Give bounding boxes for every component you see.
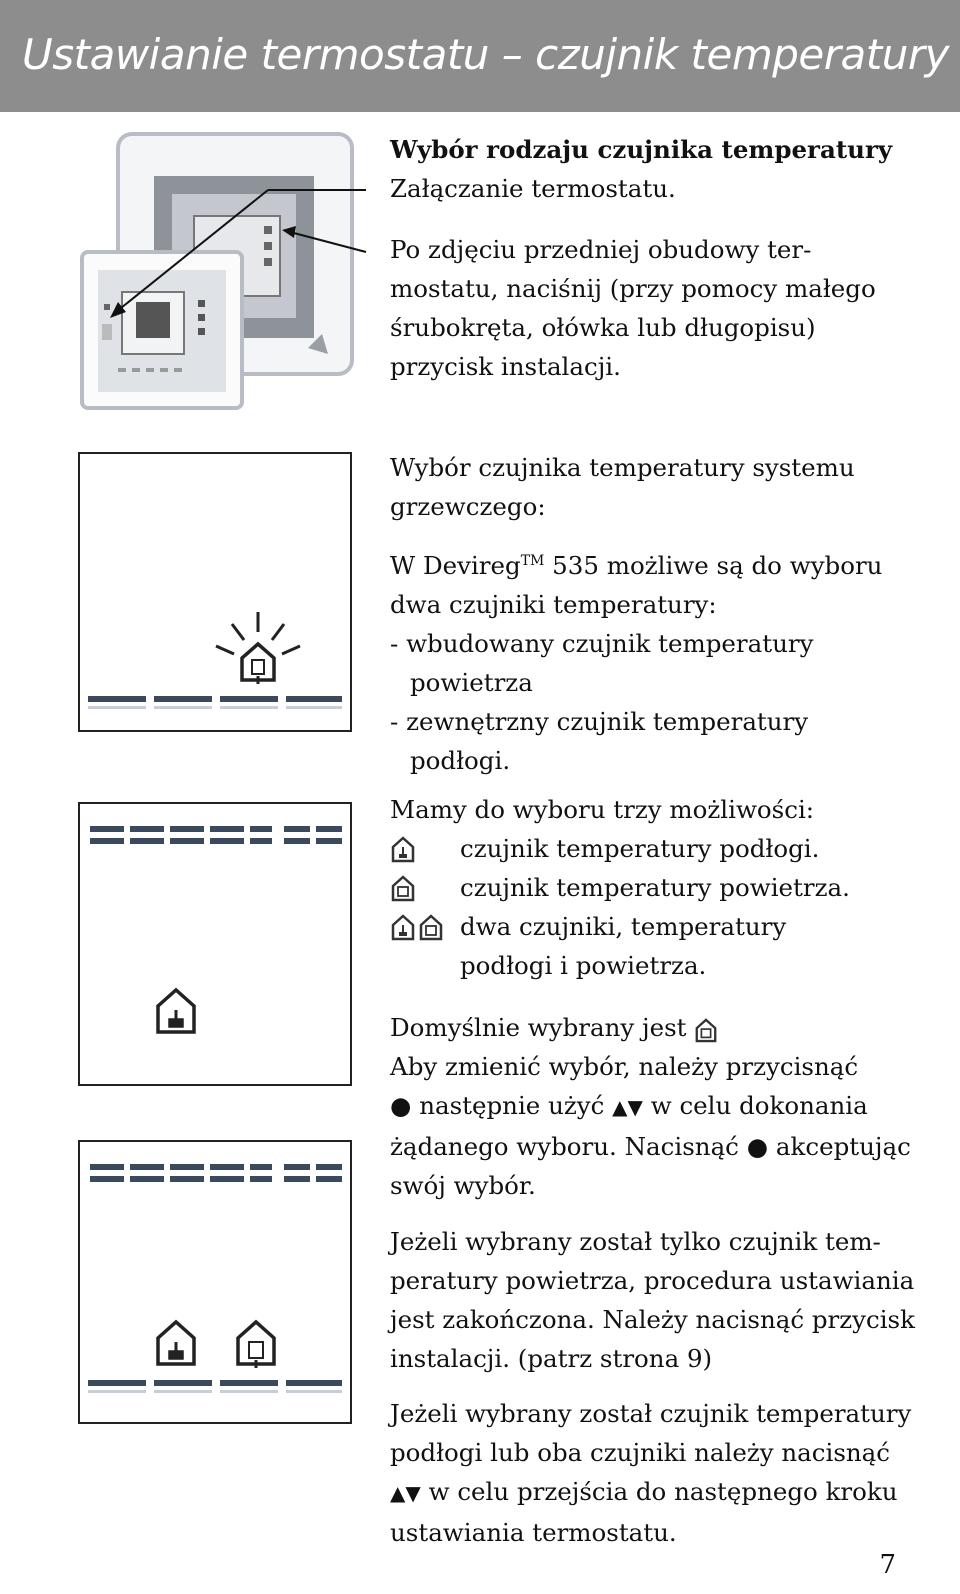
house-both-sensors-icon — [390, 913, 460, 941]
text-line: Po zdjęciu przedniej obudowy ter- — [390, 235, 812, 264]
option-air — [390, 868, 938, 907]
text-line — [390, 1086, 938, 1127]
text-line: Mamy do wyboru trzy możliwości: — [390, 795, 815, 824]
text-line: dwa czujniki temperatury: — [390, 590, 717, 620]
arrow-keys-symbol: ▲▼ — [390, 1481, 421, 1505]
page-title: Ustawianie termostatu – czujnik temperatury — [22, 30, 949, 79]
section-installation — [390, 130, 938, 386]
house-air-sensor-icon — [238, 1322, 274, 1368]
arrow-keys-symbol: ▲▼ — [612, 1095, 643, 1119]
text-line: przycisk instalacji. — [390, 352, 621, 381]
page-header — [0, 0, 960, 112]
ok-button-symbol: ● — [390, 1091, 412, 1120]
ok-button-symbol: ● — [746, 1132, 769, 1161]
text-line: Aby zmienić wybór, należy przycisnąć — [390, 1052, 859, 1081]
list-item: powietrza — [410, 668, 533, 698]
page-number: 7 — [879, 1550, 896, 1580]
text-line: ustawiania termostatu. — [390, 1518, 677, 1547]
lcd-segments-top — [90, 1164, 342, 1182]
list-item: - wbudowany czujnik temperatury — [390, 629, 814, 659]
section-options — [390, 790, 938, 985]
lcd-segments-top — [90, 826, 342, 844]
brand-text: W Devireg — [390, 551, 521, 581]
text-fragment: żądanego wyboru. Nacisnąć — [390, 1132, 739, 1161]
list-item: podłogi. — [410, 746, 511, 776]
text-line: swój wybór. — [390, 1171, 536, 1200]
blink-rays-icon — [216, 612, 300, 654]
option-label: dwa czujniki, temperatury — [460, 912, 787, 941]
text-line: jest zakończona. Należy nacisnąć przycisk — [390, 1305, 915, 1334]
text-line: Załączanie termostatu. — [390, 174, 676, 203]
lcd-display-blinking — [78, 452, 352, 732]
house-air-sensor-icon — [694, 1017, 718, 1043]
thermostat-illustration — [78, 128, 378, 418]
text-line — [390, 1127, 938, 1166]
option-label: czujnik temperatury powietrza. — [460, 873, 850, 902]
text-line: peratury powietrza, procedura ustawiania — [390, 1266, 915, 1295]
text-line: mostatu, naciśnij (przy pomocy małego — [390, 274, 876, 303]
house-air-sensor-icon — [390, 874, 460, 902]
text-line: Jeżeli wybrany został tylko czujnik tem- — [390, 1227, 881, 1256]
lcd-display-both — [78, 1140, 352, 1424]
text-line: Jeżeli wybrany został czujnik temperatury — [390, 1399, 912, 1428]
house-floor-sensor-icon — [390, 835, 460, 863]
text-line — [390, 1472, 938, 1513]
section-heading: Wybór rodzaju czujnika temperatury — [390, 135, 893, 164]
house-air-sensor-icon — [242, 644, 274, 684]
text-line: podłogi lub oba czujniki należy nacisnąć — [390, 1438, 891, 1467]
section-floor-next — [390, 1394, 938, 1552]
text-line — [390, 542, 938, 585]
lcd-display-floor — [78, 802, 352, 1086]
house-floor-sensor-icon — [158, 990, 194, 1032]
trademark: TM — [520, 553, 545, 569]
text-fragment: akceptując — [775, 1132, 911, 1161]
text-line: śrubokręta, ołówka lub długopisu) — [390, 313, 816, 342]
text-fragment: w celu dokonania — [650, 1091, 868, 1120]
house-floor-sensor-icon — [158, 1322, 194, 1364]
text-line: instalacji. (patrz strona 9) — [390, 1344, 713, 1373]
list-item: - zewnętrzny czujnik temperatury — [390, 707, 809, 737]
text-fragment: następnie użyć — [419, 1091, 605, 1120]
lcd-segments-bottom — [88, 1380, 342, 1386]
option-label: czujnik temperatury podłogi. — [460, 834, 820, 863]
text-line — [390, 1008, 938, 1047]
option-label-cont: podłogi i powietrza. — [460, 951, 707, 980]
section-default — [390, 1008, 938, 1205]
default-label: Domyślnie wybrany jest — [390, 1013, 687, 1042]
lcd-segments-bottom — [88, 696, 342, 702]
section-air-only — [390, 1222, 938, 1378]
text-line: grzewczego: — [390, 492, 546, 521]
text-fragment: w celu przejścia do następnego kroku — [428, 1477, 898, 1506]
option-both — [390, 907, 938, 946]
text-line: Wybór czujnika temperatury systemu — [390, 453, 855, 482]
brand-text-rest: 535 możliwe są do wyboru — [544, 551, 883, 581]
section-sensor-choice — [390, 448, 938, 780]
option-floor — [390, 829, 938, 868]
